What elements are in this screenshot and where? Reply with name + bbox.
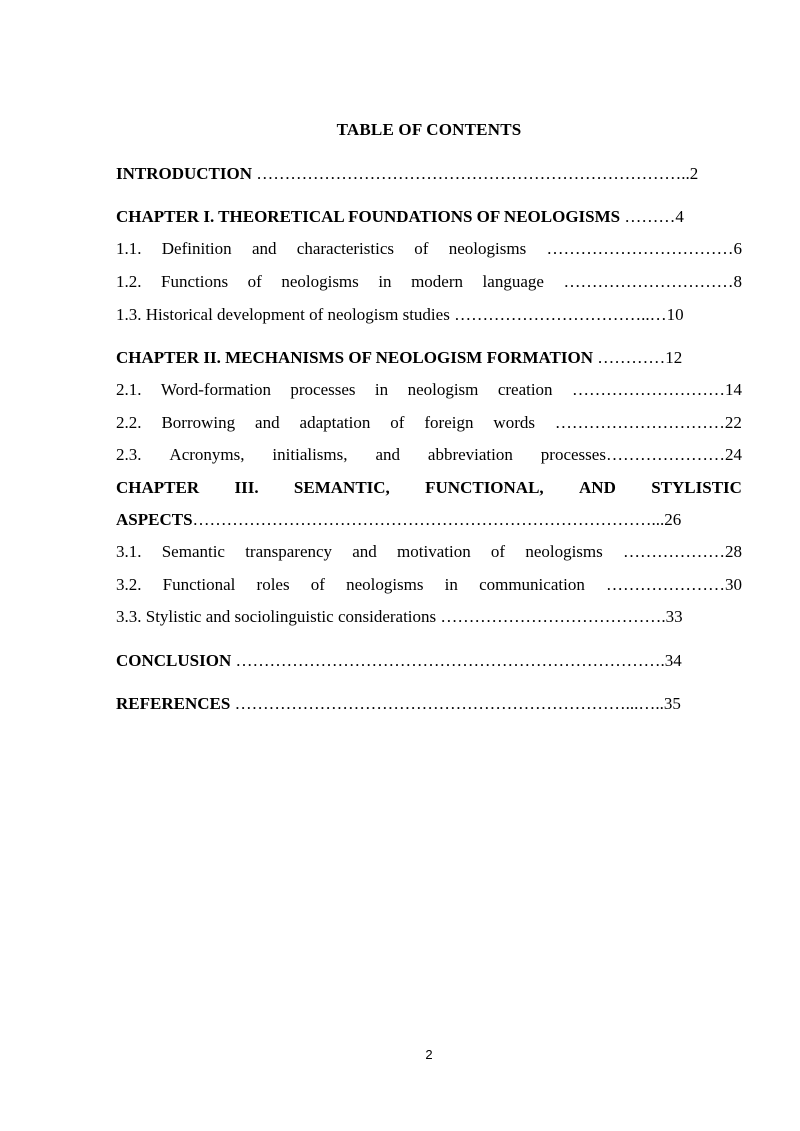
toc-entry-1-3	[116, 304, 742, 326]
word: 2.1.	[116, 380, 142, 399]
word: roles	[256, 575, 290, 594]
word: 2.3.	[116, 445, 142, 464]
entry-page: 34	[664, 651, 682, 670]
word: motivation	[397, 542, 471, 561]
entry-label: 3.3. Stylistic and sociolinguistic considerations	[116, 607, 437, 626]
word: neologisms	[346, 575, 424, 594]
word: of	[390, 413, 405, 432]
word: Semantic	[161, 542, 225, 561]
leader-dots-page: ……………………………6	[546, 239, 742, 258]
word: and	[375, 445, 400, 464]
word: in	[374, 380, 389, 399]
word: 1.2.	[116, 272, 142, 291]
word: words	[493, 413, 535, 432]
entry-label: REFERENCES	[116, 694, 231, 713]
entry-label: ASPECTS	[116, 510, 193, 529]
word: Acronyms,	[169, 445, 245, 464]
leader-dots-page: …………………………22	[554, 413, 742, 432]
word: AND	[579, 478, 616, 497]
entry-label: CHAPTER I. THEORETICAL FOUNDATIONS OF NEOLOGISMS	[116, 207, 621, 226]
leader-dots-page: ………………28	[622, 542, 742, 561]
leader-dots: ……………………………..…	[449, 305, 667, 324]
word: foreign	[424, 413, 474, 432]
word: of	[490, 542, 506, 561]
entry-page: 33	[665, 607, 683, 626]
leader-dots-page: …………………30	[605, 575, 742, 594]
word: neologisms	[281, 272, 359, 291]
word: transparency	[245, 542, 333, 561]
word: and	[251, 239, 277, 258]
word: modern	[411, 272, 464, 291]
word: Functions	[161, 272, 229, 291]
word: neologisms	[525, 542, 603, 561]
word: initialisms,	[272, 445, 348, 464]
toc-entry-3-2	[116, 574, 742, 596]
entry-page: 2	[689, 164, 699, 183]
toc-entry-1-1	[116, 238, 742, 260]
toc-entry-chapter-3	[116, 477, 742, 499]
leader-dots: ………	[620, 207, 676, 226]
word: adaptation	[299, 413, 371, 432]
page-number: 2	[425, 1047, 433, 1062]
toc-entry-chapter-3-cont	[116, 509, 742, 531]
toc-entry-2-2	[116, 412, 742, 434]
word: communication	[479, 575, 585, 594]
word: Functional	[162, 575, 236, 594]
word: of	[310, 575, 325, 594]
toc-entry-chapter-2	[116, 347, 742, 369]
word: abbreviation	[427, 445, 513, 464]
word: processes	[290, 380, 356, 399]
toc-entry-conclusion	[116, 650, 742, 672]
word: and	[352, 542, 377, 561]
entry-page: 12	[665, 348, 683, 367]
leader-dots: …………	[592, 348, 666, 367]
leader-dots: ………………………………….	[436, 607, 666, 626]
word: CHAPTER	[116, 478, 200, 497]
leader-dots-page: ………………………14	[571, 380, 742, 399]
word: SEMANTIC,	[293, 478, 390, 497]
toc-entry-3-3	[116, 606, 742, 628]
word: 2.2.	[116, 413, 142, 432]
entry-page: 10	[666, 305, 684, 324]
leader-dots: ………………………………………………………………….	[231, 651, 665, 670]
word: Definition	[161, 239, 232, 258]
toc-entry-chapter-1	[116, 206, 742, 228]
word: creation	[497, 380, 553, 399]
word: STYLISTIC	[651, 478, 742, 497]
word: in	[444, 575, 458, 594]
word: FUNCTIONAL,	[425, 478, 544, 497]
leader-dots-page: processes…………………24	[540, 445, 742, 464]
word: Borrowing	[161, 413, 236, 432]
word: language	[482, 272, 544, 291]
toc-title: TABLE OF CONTENTS	[336, 120, 522, 139]
entry-page: 26	[664, 510, 682, 529]
word: III.	[234, 478, 259, 497]
leader-dots: …………………………………………………………………..	[252, 164, 690, 183]
word: neologisms	[448, 239, 527, 258]
word: 3.1.	[116, 542, 142, 561]
word: neologism	[407, 380, 479, 399]
word: 1.1.	[116, 239, 142, 258]
entry-label: INTRODUCTION	[116, 164, 253, 183]
entry-page: 4	[675, 207, 684, 226]
entry-page: 35	[663, 694, 681, 713]
toc-entry-2-1	[116, 379, 742, 401]
toc-entry-1-2	[116, 271, 742, 293]
word: of	[247, 272, 262, 291]
entry-label: CHAPTER II. MECHANISMS OF NEOLOGISM FORMATION	[116, 348, 593, 367]
word: Word-formation	[160, 380, 271, 399]
toc-entry-references	[116, 693, 742, 715]
word: characteristics	[296, 239, 394, 258]
toc-entry-3-1	[116, 541, 742, 563]
word: and	[255, 413, 280, 432]
entry-label: 1.3. Historical development of neologism studies	[116, 305, 450, 324]
word: of	[414, 239, 429, 258]
entry-label: CONCLUSION	[116, 651, 232, 670]
toc-entry-introduction	[116, 163, 742, 185]
word: 3.2.	[116, 575, 142, 594]
leader-dots: ………………………………………………………………………...	[192, 510, 665, 529]
word: in	[378, 272, 392, 291]
toc-entry-2-3	[116, 444, 742, 466]
leader-dots: ……………………………………………………………...…..	[230, 694, 664, 713]
leader-dots-page: …………………………8	[563, 272, 742, 291]
